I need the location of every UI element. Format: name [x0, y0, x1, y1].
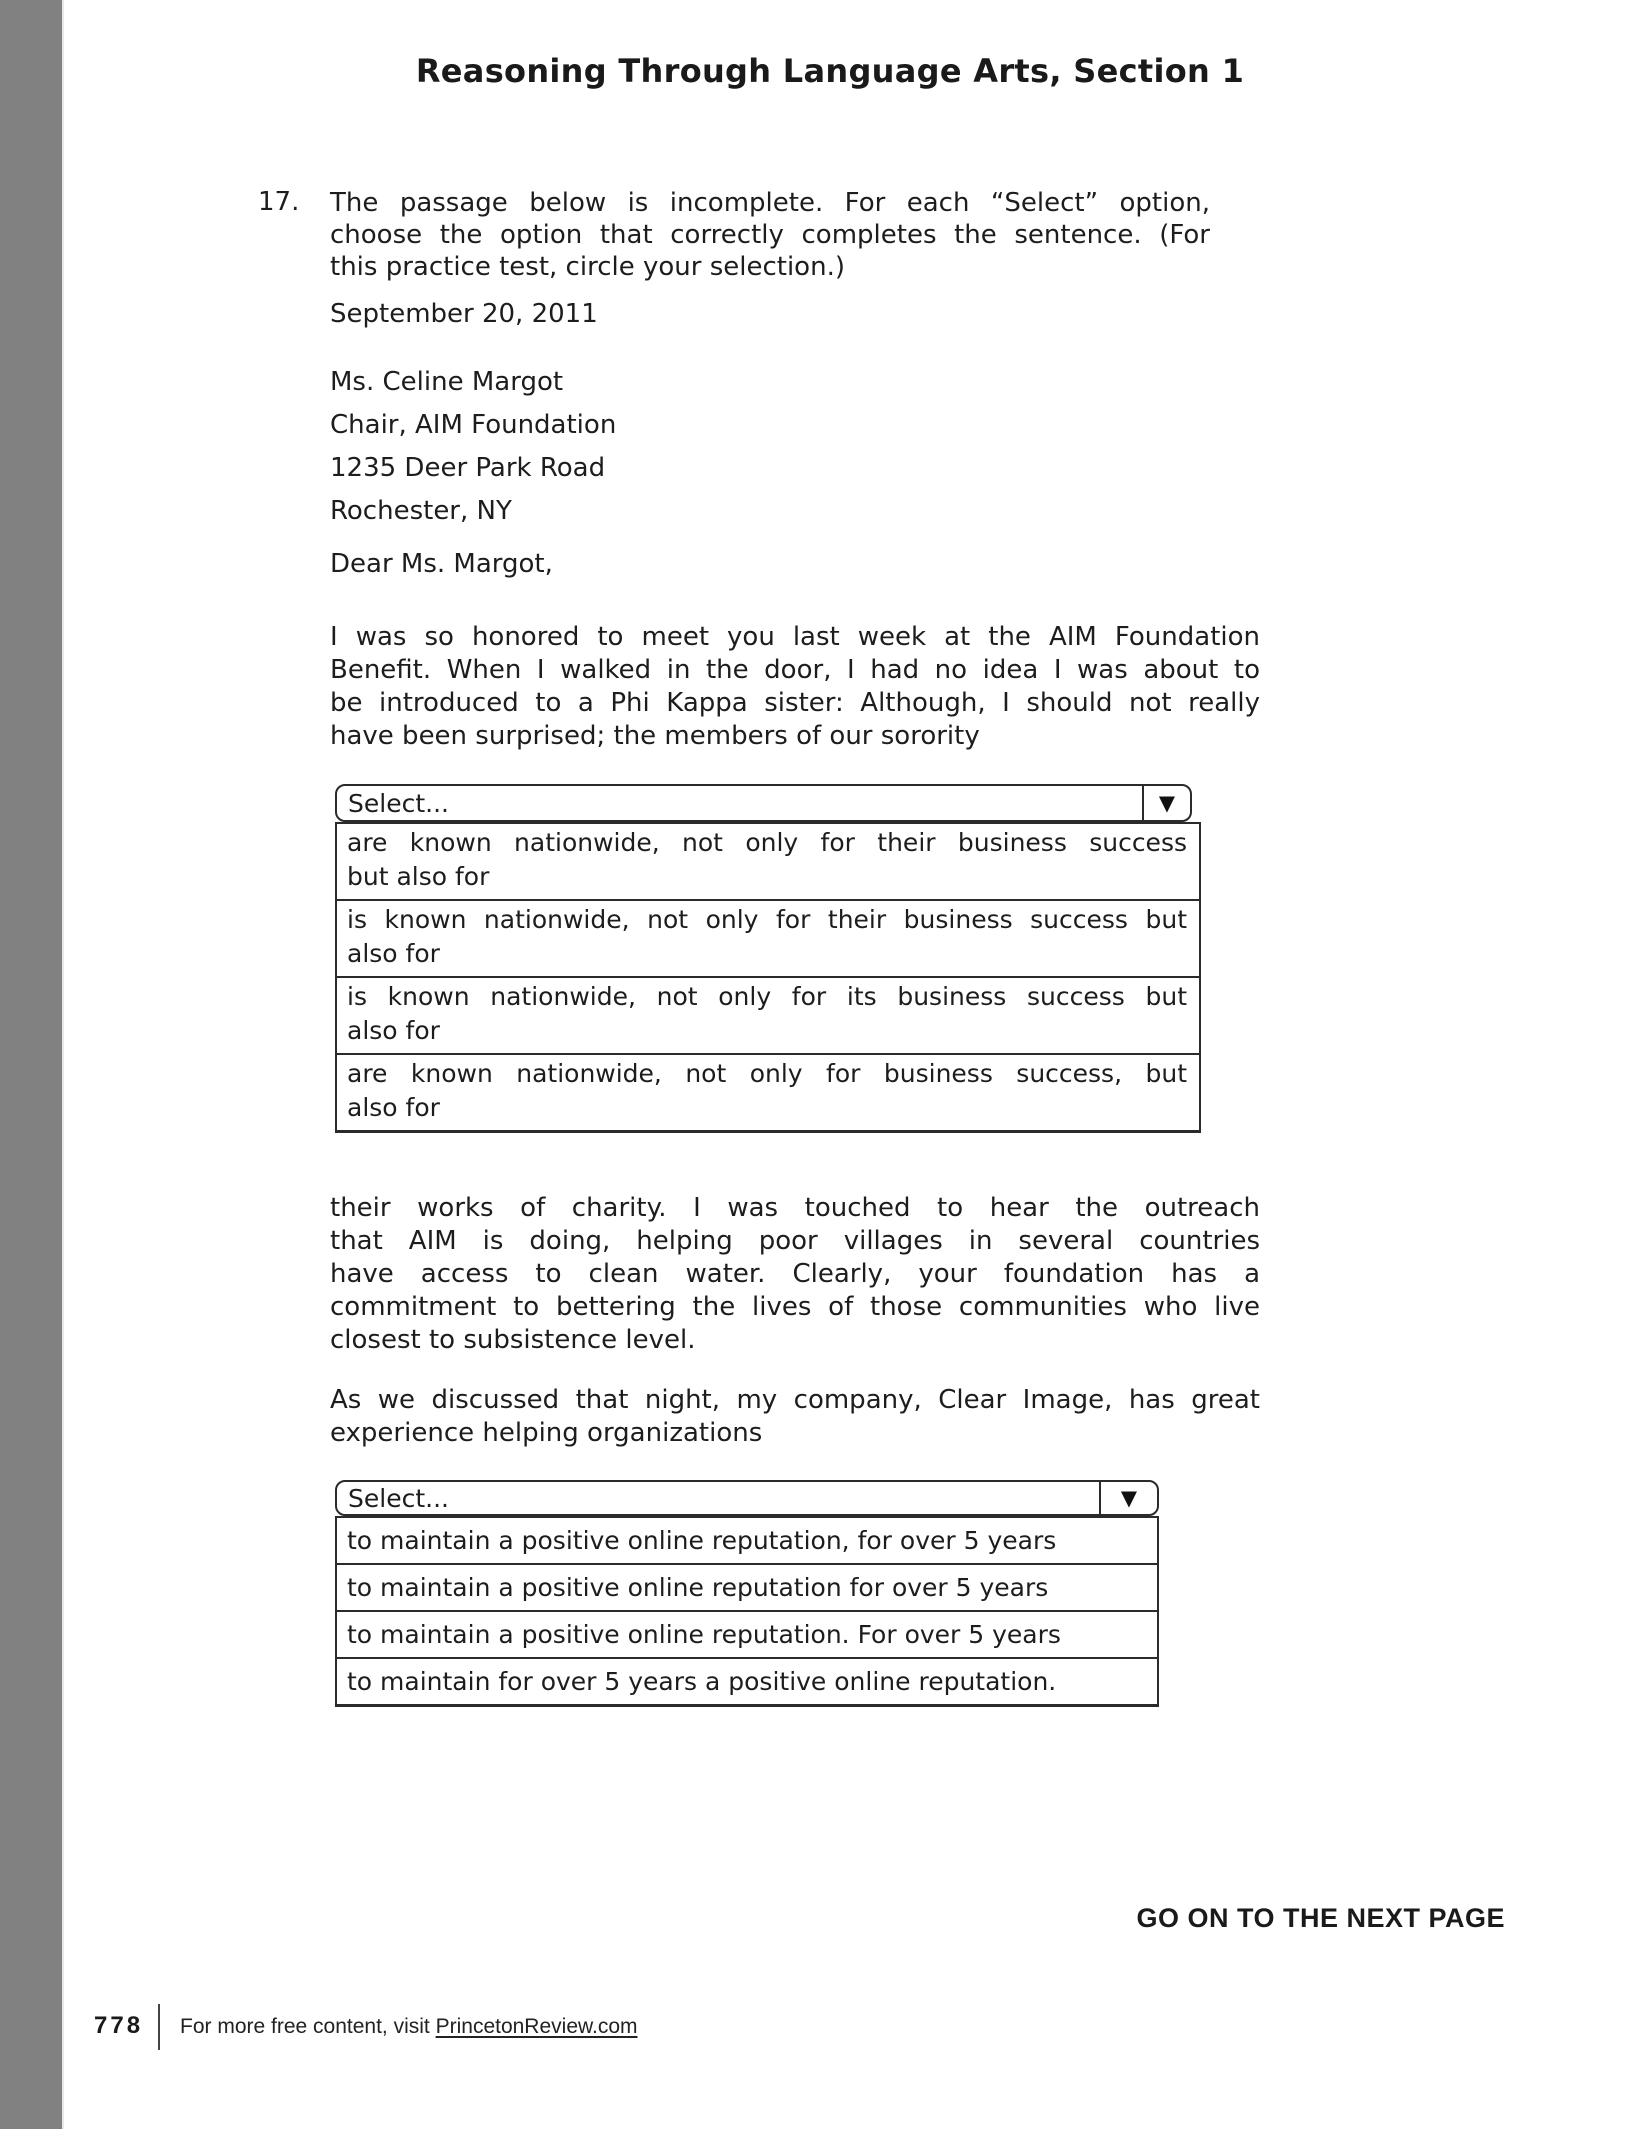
dropdown-2-option-2[interactable]: to maintain a positive online reputation for over 5 years	[337, 1565, 1157, 1612]
address-line: 1235 Deer Park Road	[330, 453, 606, 483]
dropdown-2-arrow-cell[interactable]	[1099, 1482, 1157, 1514]
go-on-instruction: GO ON TO THE NEXT PAGE	[1136, 1903, 1505, 1933]
dropdown-1-options	[335, 822, 1201, 1133]
footer-text-label: For more free content, visit	[180, 2015, 436, 2038]
paragraph-line: have been surprised; the members of our sorority	[330, 721, 980, 751]
address-line: Ms. Celine Margot	[330, 367, 564, 397]
letter-salutation: Dear Ms. Margot,	[330, 549, 553, 579]
section-title: Reasoning Through Language Arts, Section 1	[415, 52, 1245, 90]
letter-date: September 20, 2011	[330, 299, 598, 329]
question-intro-line: choose the option that correctly completes the sentence. (For	[330, 220, 1210, 250]
question-number: 17.	[258, 187, 300, 217]
dropdown-2-option-1[interactable]: to maintain a positive online reputation, for over 5 years	[337, 1518, 1157, 1565]
dropdown-2-select[interactable]	[335, 1480, 1159, 1516]
sidebar-accent-bar	[0, 0, 64, 2129]
option-line: are known nationwide, not only for business success, but	[347, 1059, 1187, 1088]
option-line: also for	[347, 939, 440, 968]
address-line: Chair, AIM Foundation	[330, 410, 617, 440]
option-line: are known nationwide, not only for their business success	[347, 828, 1187, 857]
dropdown-arrow-icon: ▼	[1158, 790, 1176, 815]
letter-address-block	[330, 361, 616, 533]
footer-link[interactable]: PrincetonReview.com	[435, 2015, 638, 2038]
footer-text	[180, 2015, 638, 2039]
letter-paragraph-1	[330, 621, 1260, 753]
question-intro-line: this practice test, circle your selection.)	[330, 252, 845, 282]
paragraph-line: As we discussed that night, my company, Clear Image, has great	[330, 1385, 1260, 1415]
dropdown-2-options	[335, 1516, 1159, 1707]
footer-page-number: 778	[94, 2012, 144, 2039]
address-line: Rochester, NY	[330, 496, 512, 526]
paragraph-line: commitment to bettering the lives of those communities who live	[330, 1292, 1260, 1322]
paragraph-line: be introduced to a Phi Kappa sister: Although, I should not really	[330, 688, 1260, 718]
paragraph-line: Benefit. When I walked in the door, I had no idea I was about to	[330, 655, 1260, 685]
question-intro	[330, 187, 1210, 283]
paragraph-line: experience helping organizations	[330, 1418, 763, 1448]
letter-paragraph-3	[330, 1384, 1260, 1450]
dropdown-1-option-1[interactable]	[337, 824, 1199, 901]
option-line: also for	[347, 1016, 440, 1045]
footer-divider	[158, 2004, 160, 2050]
dropdown-2-label: Select...	[348, 1483, 449, 1513]
option-line: but also for	[347, 862, 490, 891]
question-intro-line: The passage below is incomplete. For each “Select” option,	[330, 188, 1210, 218]
option-line: is known nationwide, not only for its business success but	[347, 982, 1187, 1011]
paragraph-line: that AIM is doing, helping poor villages in several countries	[330, 1226, 1260, 1256]
dropdown-arrow-icon: ▼	[1120, 1485, 1138, 1510]
paragraph-line: I was so honored to meet you last week at the AIM Foundation	[330, 622, 1260, 652]
dropdown-2-option-3[interactable]: to maintain a positive online reputation. For over 5 years	[337, 1612, 1157, 1659]
dropdown-2-option-4[interactable]: to maintain for over 5 years a positive online reputation.	[347, 1667, 1057, 1696]
dropdown-1-option-3[interactable]	[337, 978, 1199, 1055]
dropdown-1-arrow-cell[interactable]	[1142, 786, 1190, 820]
dropdown-1-option-4[interactable]	[337, 1055, 1199, 1130]
paragraph-line: their works of charity. I was touched to hear the outreach	[330, 1193, 1260, 1223]
dropdown-1-select[interactable]	[335, 784, 1192, 822]
paragraph-line: have access to clean water. Clearly, your foundation has a	[330, 1259, 1260, 1289]
paragraph-line: closest to subsistence level.	[330, 1325, 696, 1355]
dropdown-1-label: Select...	[348, 788, 449, 818]
option-line: is known nationwide, not only for their business success but	[347, 905, 1187, 934]
option-line: also for	[347, 1093, 440, 1122]
letter-paragraph-2	[330, 1192, 1260, 1357]
dropdown-1-option-2[interactable]	[337, 901, 1199, 978]
